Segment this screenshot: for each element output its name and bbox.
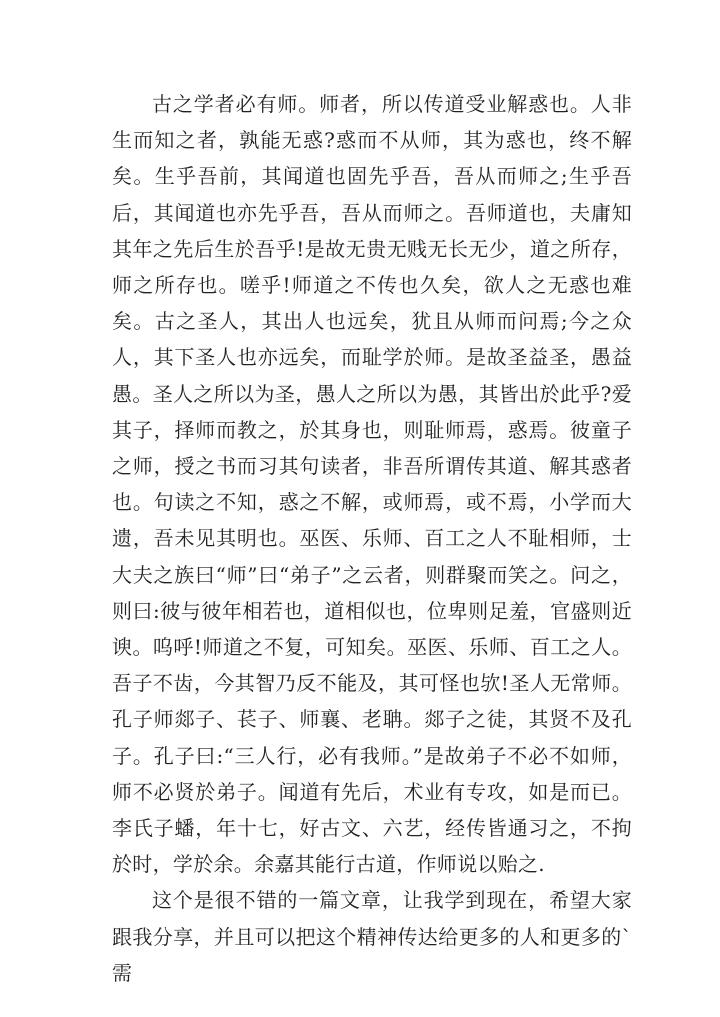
- document-body: [112, 86, 632, 991]
- paragraph-commentary: 这个是很不错的一篇文章，让我学到现在，希望大家跟我分享，并且可以把这个精神传达给更多的人和更多的`需: [112, 888, 632, 985]
- paragraph-shishuo: 古之学者必有师。师者，所以传道受业解惑也。人非生而知之者，孰能无惑?惑而不从师，其为惑也，终不解矣。生乎吾前，其闻道也固先乎吾，吾从而师之;生乎吾后，其闻道也亦先乎吾，吾从而师之。吾师道也，夫庸知其年之先后生於吾乎!是故无贵无贱无长无少，道之所存，师之所存也。嗟乎!师道之不传也久矣，欲人之无惑也难矣。古之圣人，其出人也远矣，犹且从师而问焉;今之众人，其下圣人也亦远矣，而耻学於师。是故圣益圣，愚益愚。圣人之所以为圣，愚人之所以为愚，其皆出於此乎?爱其子，择师而教之，於其身也，则耻师焉，惑焉。彼童子之师，授之书而习其句读者，非吾所谓传其道、解其惑者也。句读之不知，惑之不解，或师焉，或不焉，小学而大遗，吾未见其明也。巫医、乐师、百工之人不耻相师，士大夫之族曰“师”曰“弟子”之云者，则群聚而笑之。问之，则曰:彼与彼年相若也，道相似也，位卑则足羞，官盛则近谀。呜呼!师道之不复，可知矣。巫医、乐师、百工之人。吾子不齿，今其智乃反不能及，其可怪也欤!圣人无常师。孔子师郯子、苌子、师襄、老聃。郯子之徒，其贤不及孔子。孔子曰:“三人行，必有我师。”是故弟子不必不如师，师不必贤於弟子。闻道有先后，术业有专攻，如是而已。李氏子蟠，年十七，好古文、六艺，经传皆通习之，不拘於时，学於余。余嘉其能行古道，作师说以贻之.: [112, 92, 632, 877]
